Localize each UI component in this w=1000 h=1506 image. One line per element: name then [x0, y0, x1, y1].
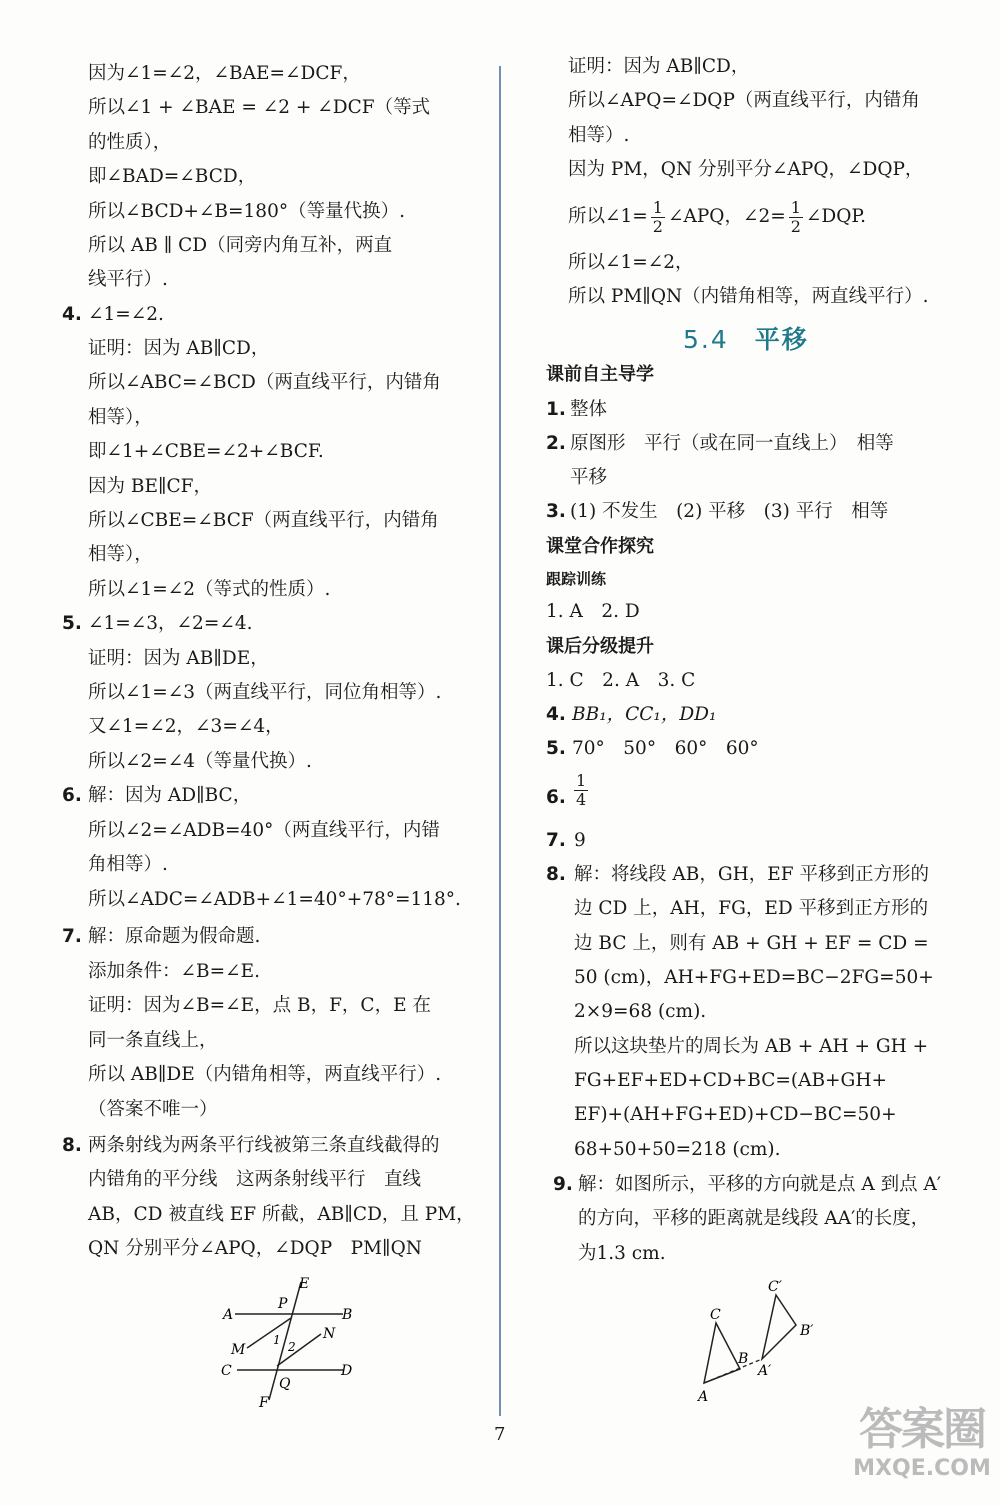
text-line: 所以 AB∥DE（内错角相等，两直线平行）. [88, 1064, 442, 1085]
answer-text: 1. A 2. D [546, 601, 640, 622]
text-fragment: ∠DQP. [805, 206, 866, 227]
text-line: 68+50+50=218 (cm). [574, 1139, 781, 1160]
text-line: 所以∠APQ=∠DQP（两直线平行，内错角 [568, 90, 920, 111]
fraction-half [789, 199, 803, 236]
watermark-url: MXQE.COM [853, 1456, 991, 1481]
text-line: 相等）. [568, 125, 630, 146]
label-N: N [323, 1326, 336, 1342]
answer-text: 平移 [570, 467, 608, 488]
label-C: C [710, 1307, 721, 1323]
label-C-prime: C′ [768, 1279, 782, 1295]
text-line: 角相等）. [88, 854, 168, 875]
fraction-denominator: 2 [790, 216, 801, 236]
label-B-prime: B′ [800, 1323, 814, 1339]
question-number: 6. [546, 787, 566, 808]
question-number: 3. [546, 501, 566, 522]
text-line: 所以∠1 + ∠BAE = ∠2 + ∠DCF（等式 [88, 97, 431, 118]
text-line: FG+EF+ED+CD+BC=(AB+GH+ [574, 1070, 887, 1091]
watermark [852, 1404, 992, 1500]
question-number: 4. [546, 704, 566, 725]
text-line: 边 CD 上，AH，FG，ED 平移到正方形的 [574, 898, 929, 919]
text-line: 的方向，平移的距离就是线段 AA′的长度， [578, 1208, 930, 1229]
label-B: B [342, 1307, 353, 1323]
section-heading [683, 320, 809, 356]
answer-text: BB₁，CC₁，DD₁ [572, 704, 717, 725]
question-number: 6. [62, 785, 82, 806]
fraction-half [651, 199, 665, 236]
text-line: 因为∠1=∠2，∠BAE=∠DCF， [88, 63, 361, 84]
column-divider [499, 66, 501, 1416]
fraction-numerator: 1 [652, 197, 663, 217]
text-line: 证明：因为 AB∥CD， [88, 338, 270, 359]
text-line [568, 197, 866, 237]
answer-text: 解：将线段 AB，GH，EF 平移到正方形的 [574, 864, 929, 885]
subsection-heading: 课后分级提升 [546, 636, 654, 657]
question-number: 7. [546, 830, 566, 851]
text-fragment: 所以∠1= [568, 206, 648, 227]
question-number: 8. [62, 1135, 82, 1156]
text-line: 相等）， [88, 407, 153, 428]
label-A: A [223, 1307, 234, 1323]
text-line: EF)+(AH+FG+ED)+CD−BC=50+ [574, 1104, 897, 1125]
question-number: 9. [553, 1174, 573, 1195]
answer-text: 9 [574, 830, 586, 851]
text-line: 所以 AB ∥ CD（同旁内角互补，两直 [88, 235, 393, 256]
text-line: 所以∠ADC=∠ADB+∠1=40°+78°=118°. [88, 889, 461, 910]
label-B: B [738, 1351, 749, 1367]
text-line: 2×9=68 (cm). [574, 1001, 707, 1022]
label-A: A [698, 1389, 709, 1405]
text-line: 的性质）， [88, 132, 172, 153]
fraction-numerator: 1 [790, 197, 801, 217]
text-line: 所以∠1=∠2， [568, 252, 694, 273]
fraction [574, 772, 588, 809]
question-number: 8. [546, 864, 566, 885]
answer-text: ∠1=∠3，∠2=∠4. [88, 613, 253, 634]
label-C: C [221, 1363, 232, 1379]
text-line: 所以∠ABC=∠BCD（两直线平行，内错角 [88, 372, 441, 393]
label-M: M [231, 1342, 246, 1358]
text-line: 内错角的平分线 这两条射线平行 直线 [88, 1169, 422, 1190]
answer-text: ∠1=∠2. [88, 304, 164, 325]
fraction-denominator: 2 [652, 216, 663, 236]
text-line: 证明：因为∠B=∠E，点 B，F，C，E 在 [88, 995, 431, 1016]
answer-text: 整体 [570, 399, 608, 420]
fraction-quarter [574, 772, 588, 809]
answer-text: 原图形 平行（或在同一直线上） 相等 [570, 433, 894, 454]
label-2: 2 [288, 1340, 296, 1354]
question-number: 4. [62, 304, 82, 325]
text-line: 所以∠BCD+∠B=180°（等量代换）. [88, 201, 405, 222]
text-line: 所以∠1=∠2（等式的性质）. [88, 579, 331, 600]
parallel-lines-figure [215, 1272, 365, 1412]
answer-text: (1) 不发生 (2) 平移 (3) 平行 相等 [570, 501, 889, 522]
translation-figure [690, 1275, 830, 1410]
section-number: 5.4 [683, 325, 729, 354]
fraction-numerator: 1 [576, 771, 587, 790]
text-line: 所以∠CBE=∠BCF（两直线平行，内错角 [88, 510, 439, 531]
subsection-subheading: 跟踪训练 [546, 570, 607, 588]
text-line: 所以∠1=∠3（两直线平行，同位角相等）. [88, 682, 442, 703]
text-fragment: ∠APQ，∠2= [667, 206, 786, 227]
page-number: 7 [494, 1424, 506, 1445]
label-Q: Q [279, 1376, 291, 1392]
text-line: 因为 PM，QN 分别平分∠APQ，∠DQP， [568, 159, 924, 180]
text-line: 证明：因为 AB∥CD， [568, 56, 750, 77]
label-A-prime: A′ [758, 1363, 772, 1379]
question-number: 5. [62, 613, 82, 634]
answer-text: 解：原命题为假命题. [88, 926, 261, 947]
answer-text: 1. C 2. A 3. C [546, 670, 696, 691]
question-number: 5. [546, 738, 566, 759]
answer-text: 两条射线为两条平行线被第三条直线截得的 [88, 1135, 440, 1156]
section-title: 平移 [754, 325, 809, 354]
text-line: 50 (cm)，AH+FG+ED=BC−2FG=50+ [574, 967, 934, 988]
text-line: 因为 BE∥CF， [88, 476, 213, 497]
label-1: 1 [273, 1333, 281, 1347]
text-line: 所以∠2=∠4（等量代换）. [88, 751, 312, 772]
question-number: 7. [62, 926, 82, 947]
text-line: 线平行）. [88, 269, 168, 290]
text-line: 同一条直线上， [88, 1030, 218, 1051]
subsection-heading: 课堂合作探究 [546, 536, 654, 557]
text-line: 为1.3 cm. [578, 1243, 666, 1264]
text-line: 所以这块垫片的周长为 AB + AH + GH + [574, 1036, 929, 1057]
text-line: 又∠1=∠2，∠3=∠4， [88, 716, 284, 737]
answer-text: 解：如图所示，平移的方向就是点 A 到点 A′ [578, 1174, 942, 1195]
text-line: 边 BC 上，则有 AB + GH + EF = CD = [574, 933, 929, 954]
question-number: 1. [546, 399, 566, 420]
label-F: F [259, 1395, 269, 1411]
fraction-denominator: 4 [576, 790, 587, 809]
text-line: QN 分别平分∠APQ，∠DQP PM∥QN [88, 1238, 422, 1259]
label-D: D [341, 1363, 353, 1379]
text-line: 添加条件：∠B=∠E. [88, 961, 260, 982]
text-line: 所以 PM∥QN（内错角相等，两直线平行）. [568, 286, 929, 307]
text-line: （答案不唯一） [88, 1099, 218, 1120]
watermark-text: 答案圈 [859, 1404, 985, 1455]
text-line: AB，CD 被直线 EF 所截，AB∥CD，且 PM， [88, 1204, 475, 1225]
subsection-heading: 课前自主导学 [546, 364, 654, 385]
answer-text: 70° 50° 60° 60° [572, 738, 759, 759]
text-line: 相等）， [88, 544, 153, 565]
question-number: 2. [546, 433, 566, 454]
text-line: 即∠BAD=∠BCD， [88, 166, 257, 187]
answer-text: 解：因为 AD∥BC， [88, 785, 252, 806]
text-line: 即∠1+∠CBE=∠2+∠BCF. [88, 441, 324, 462]
label-E: E [299, 1276, 310, 1292]
text-line: 所以∠2=∠ADB=40°（两直线平行，内错 [88, 820, 440, 841]
label-P: P [278, 1296, 288, 1312]
text-line: 证明：因为 AB∥DE， [88, 648, 269, 669]
